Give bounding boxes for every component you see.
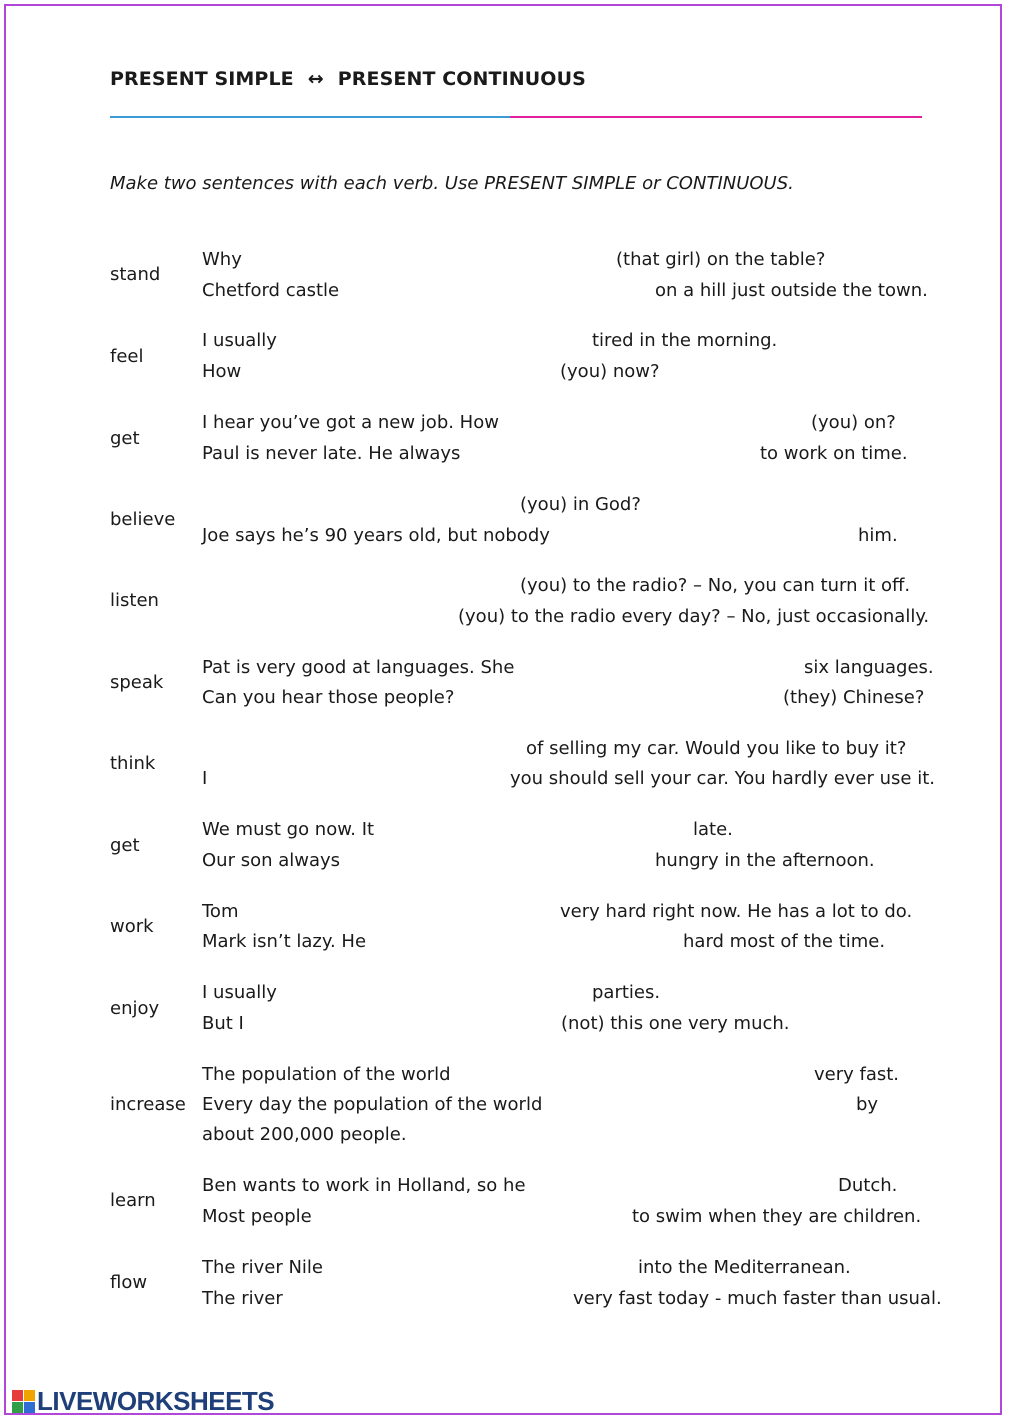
logo-square-red <box>12 1390 23 1401</box>
liveworksheets-logo[interactable] <box>12 1386 274 1417</box>
sentence-start: I usually <box>202 982 277 1003</box>
sentence-start: I <box>202 768 208 789</box>
logo-squares-icon <box>12 1390 35 1413</box>
verb-get-2: get <box>110 835 140 856</box>
verb-feel: feel <box>110 346 144 367</box>
page-title <box>110 68 586 90</box>
sentence-end: by <box>856 1094 879 1115</box>
title-underline-left <box>110 116 510 118</box>
sentence-start: Pat is very good at languages. She <box>202 657 515 678</box>
verb-think: think <box>110 753 156 774</box>
sentence-end: very fast. <box>814 1064 900 1085</box>
logo-square-yellow <box>24 1390 35 1401</box>
verb-listen: listen <box>110 590 159 611</box>
sentence-start: Why <box>202 249 242 270</box>
sentence-end: to swim when they are children. <box>632 1206 922 1227</box>
sentence-start: But I <box>202 1013 244 1034</box>
sentence-start: Every day the population of the world <box>202 1094 543 1115</box>
verb-increase: increase <box>110 1094 186 1115</box>
sentence-start: about 200,000 people. <box>202 1124 407 1145</box>
sentence-end: on a hill just outside the town. <box>655 280 928 301</box>
sentence-start: Chetford castle <box>202 280 340 301</box>
sentence-start: The river <box>202 1288 283 1309</box>
verb-enjoy: enjoy <box>110 998 160 1019</box>
sentence-start: The river Nile <box>202 1257 323 1278</box>
logo-wordmark: LIVEWORKSHEETS <box>37 1386 275 1416</box>
sentence-start: Can you hear those people? <box>202 687 455 708</box>
sentence-end: into the Mediterranean. <box>638 1257 851 1278</box>
sentence-start: We must go now. It <box>202 819 375 840</box>
sentence-end: hungry in the afternoon. <box>655 850 875 871</box>
sentence-end: parties. <box>592 982 661 1003</box>
verb-flow: flow <box>110 1272 148 1293</box>
sentence-end: very hard right now. He has a lot to do. <box>560 901 913 922</box>
sentence-end: (you) to the radio every day? – No, just occasionally. <box>458 606 930 627</box>
sentence-start: The population of the world <box>202 1064 451 1085</box>
sentence-end: six languages. <box>804 657 934 678</box>
title-left: PRESENT SIMPLE <box>110 68 294 90</box>
sentence-start: Our son always <box>202 850 341 871</box>
verb-believe: believe <box>110 509 176 530</box>
sentence-start: Joe says he’s 90 years old, but nobody <box>202 525 550 546</box>
verb-speak: speak <box>110 672 164 693</box>
verb-work: work <box>110 916 154 937</box>
sentence-start: Ben wants to work in Holland, so he <box>202 1175 526 1196</box>
sentence-start: Most people <box>202 1206 312 1227</box>
sentence-end: to work on time. <box>760 443 908 464</box>
verb-learn: learn <box>110 1190 156 1211</box>
sentence-end: (not) this one very much. <box>561 1013 790 1034</box>
verb-stand: stand <box>110 264 161 285</box>
sentence-end: very fast today - much faster than usual. <box>573 1288 942 1309</box>
sentence-start: Tom <box>202 901 239 922</box>
sentence-end: Dutch. <box>838 1175 898 1196</box>
sentence-end: late. <box>693 819 733 840</box>
logo-square-blue <box>24 1402 35 1413</box>
sentence-start: I usually <box>202 330 277 351</box>
sentence-start: Paul is never late. He always <box>202 443 461 464</box>
sentence-end: (you) in God? <box>520 494 641 515</box>
sentence-start: Mark isn’t lazy. He <box>202 931 367 952</box>
double-arrow-icon: ↔ <box>307 68 324 90</box>
sentence-start: How <box>202 361 242 382</box>
sentence-end: (you) to the radio? – No, you can turn it off. <box>520 575 911 596</box>
sentence-end: of selling my car. Would you like to buy it? <box>526 738 907 759</box>
verb-get: get <box>110 428 140 449</box>
sentence-end: you should sell your car. You hardly ever use it. <box>510 768 935 789</box>
sentence-end: (you) now? <box>560 361 660 382</box>
sentence-end: (that girl) on the table? <box>616 249 826 270</box>
title-right: PRESENT CONTINUOUS <box>337 68 586 90</box>
sentence-start: I hear you’ve got a new job. How <box>202 412 499 433</box>
instruction-text: Make two sentences with each verb. Use PRESENT SIMPLE or CONTINUOUS. <box>110 173 794 194</box>
title-underline-right <box>510 116 922 118</box>
sentence-end: hard most of the time. <box>683 931 886 952</box>
logo-square-green <box>12 1402 23 1413</box>
sentence-end: tired in the morning. <box>592 330 778 351</box>
sentence-end: him. <box>858 525 898 546</box>
sentence-end: (they) Chinese? <box>783 687 925 708</box>
sentence-end: (you) on? <box>811 412 896 433</box>
